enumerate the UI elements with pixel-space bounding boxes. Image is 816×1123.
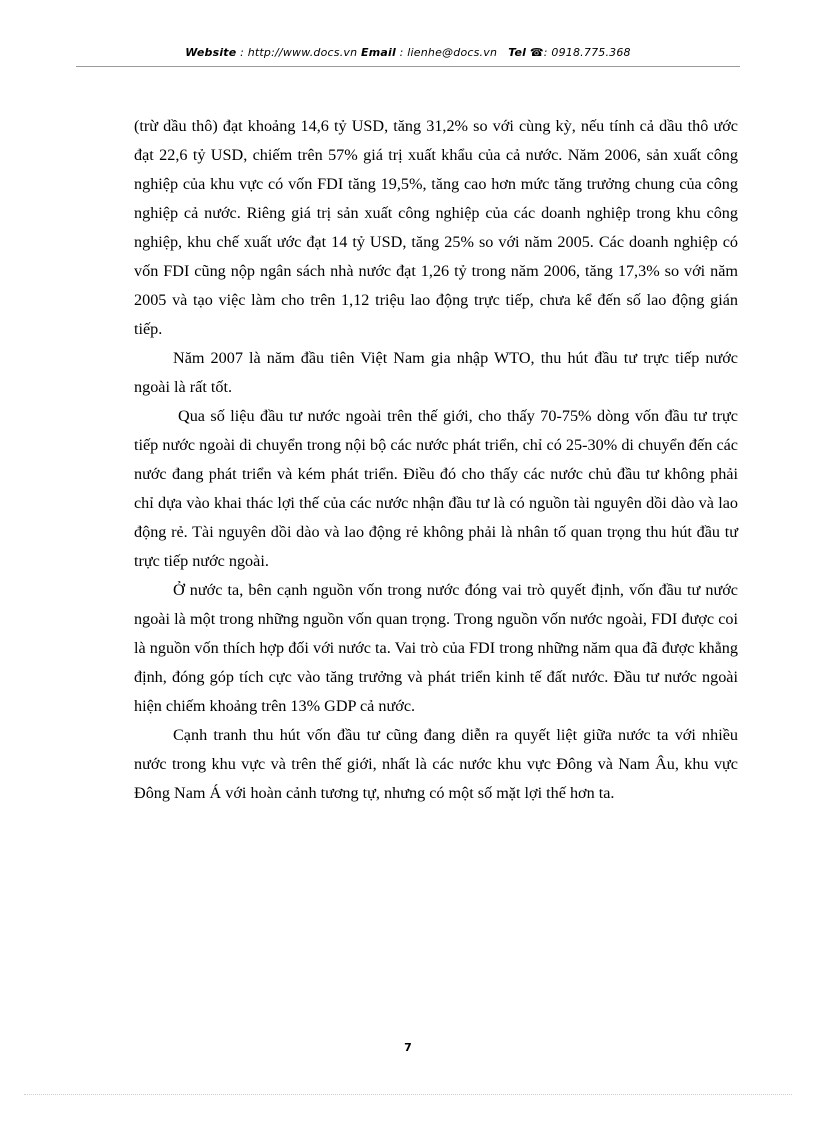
website-separator: : <box>236 46 248 59</box>
tel-label: Tel <box>508 46 527 59</box>
footer-divider <box>24 1094 792 1095</box>
telephone-icon: ☎ <box>529 46 544 59</box>
page-header <box>0 46 816 59</box>
email-link[interactable]: lienhe@docs.vn <box>407 46 498 59</box>
email-separator: : <box>395 46 408 59</box>
paragraph-4: Ở nước ta, bên cạnh nguồn vốn trong nước đóng vai trò quyết định, vốn đầu tư nước ngoài là một trong những nguồn vốn quan trọng. Trong nguồn vốn nước ngoài, FDI được coi là nguồn vốn thích hợp đối với nước ta. Vai trò của FDI trong những năm qua đã được khẳng định, đóng góp tích cực vào tăng trưởng và phát triển kinh tế đất nước. Đầu tư nước ngoài hiện chiếm khoảng trên 13% GDP cả nước. <box>134 581 738 715</box>
paragraph-2: Năm 2007 là năm đầu tiên Việt Nam gia nhập WTO, thu hút đầu tư trực tiếp nước ngoài là rất tốt. <box>134 349 738 396</box>
page-number: 7 <box>404 1041 412 1054</box>
paragraph-3: Qua số liệu đầu tư nước ngoài trên thế giới, cho thấy 70-75% dòng vốn đầu tư trực tiếp nước ngoài di chuyển trong nội bộ các nước phát triển, chỉ có 25-30% di chuyển đến các nước đang phát triển và kém phát triển. Điều đó cho thấy các nước chủ đầu tư không phải chỉ dựa vào khai thác lợi thế của các nước nhận đầu tư là có nguồn tài nguyên dồi dào và lao động rẻ. Tài nguyên dồi dào và lao động rẻ không phải là nhân tố quan trọng thu hút đầu tư trực tiếp nước ngoài. <box>134 407 738 570</box>
paragraph-5: Cạnh tranh thu hút vốn đầu tư cũng đang diễn ra quyết liệt giữa nước ta với nhiều nước trong khu vực và trên thế giới, nhất là các nước khu vực Đông và Nam Âu, khu vực Đông Nam Á với hoàn cảnh tương tự, nhưng có một số mặt lợi thế hơn ta. <box>134 726 738 802</box>
paragraph-1: (trừ dầu thô) đạt khoảng 14,6 tỷ USD, tăng 31,2% so với cùng kỳ, nếu tính cả dầu thô ước đạt 22,6 tỷ USD, chiếm trên 57% giá trị xuất khẩu của cả nước. Năm 2006, sản xuất công nghiệp của khu vực có vốn FDI tăng 19,5%, tăng cao hơn mức tăng trưởng chung của công nghiệp cả nước. Riêng giá trị sản xuất công nghiệp của các doanh nghiệp trong khu công nghiệp, khu chế xuất ước đạt 14 tỷ USD, tăng 25% so với năm 2005. Các doanh nghiệp có vốn FDI cũng nộp ngân sách nhà nước đạt 1,26 tỷ trong năm 2006, tăng 17,3% so với năm 2005 và tạo việc làm cho trên 1,12 triệu lao động trực tiếp, chưa kể đến số lao động gián tiếp. <box>134 117 738 338</box>
header-divider <box>76 66 740 67</box>
website-label: Website <box>185 46 237 59</box>
tel-number: 0918.775.368 <box>551 46 631 59</box>
website-link[interactable]: http://www.docs.vn <box>247 46 358 59</box>
document-body <box>134 112 738 808</box>
tel-separator: : <box>543 46 552 59</box>
email-label: Email <box>361 46 396 59</box>
